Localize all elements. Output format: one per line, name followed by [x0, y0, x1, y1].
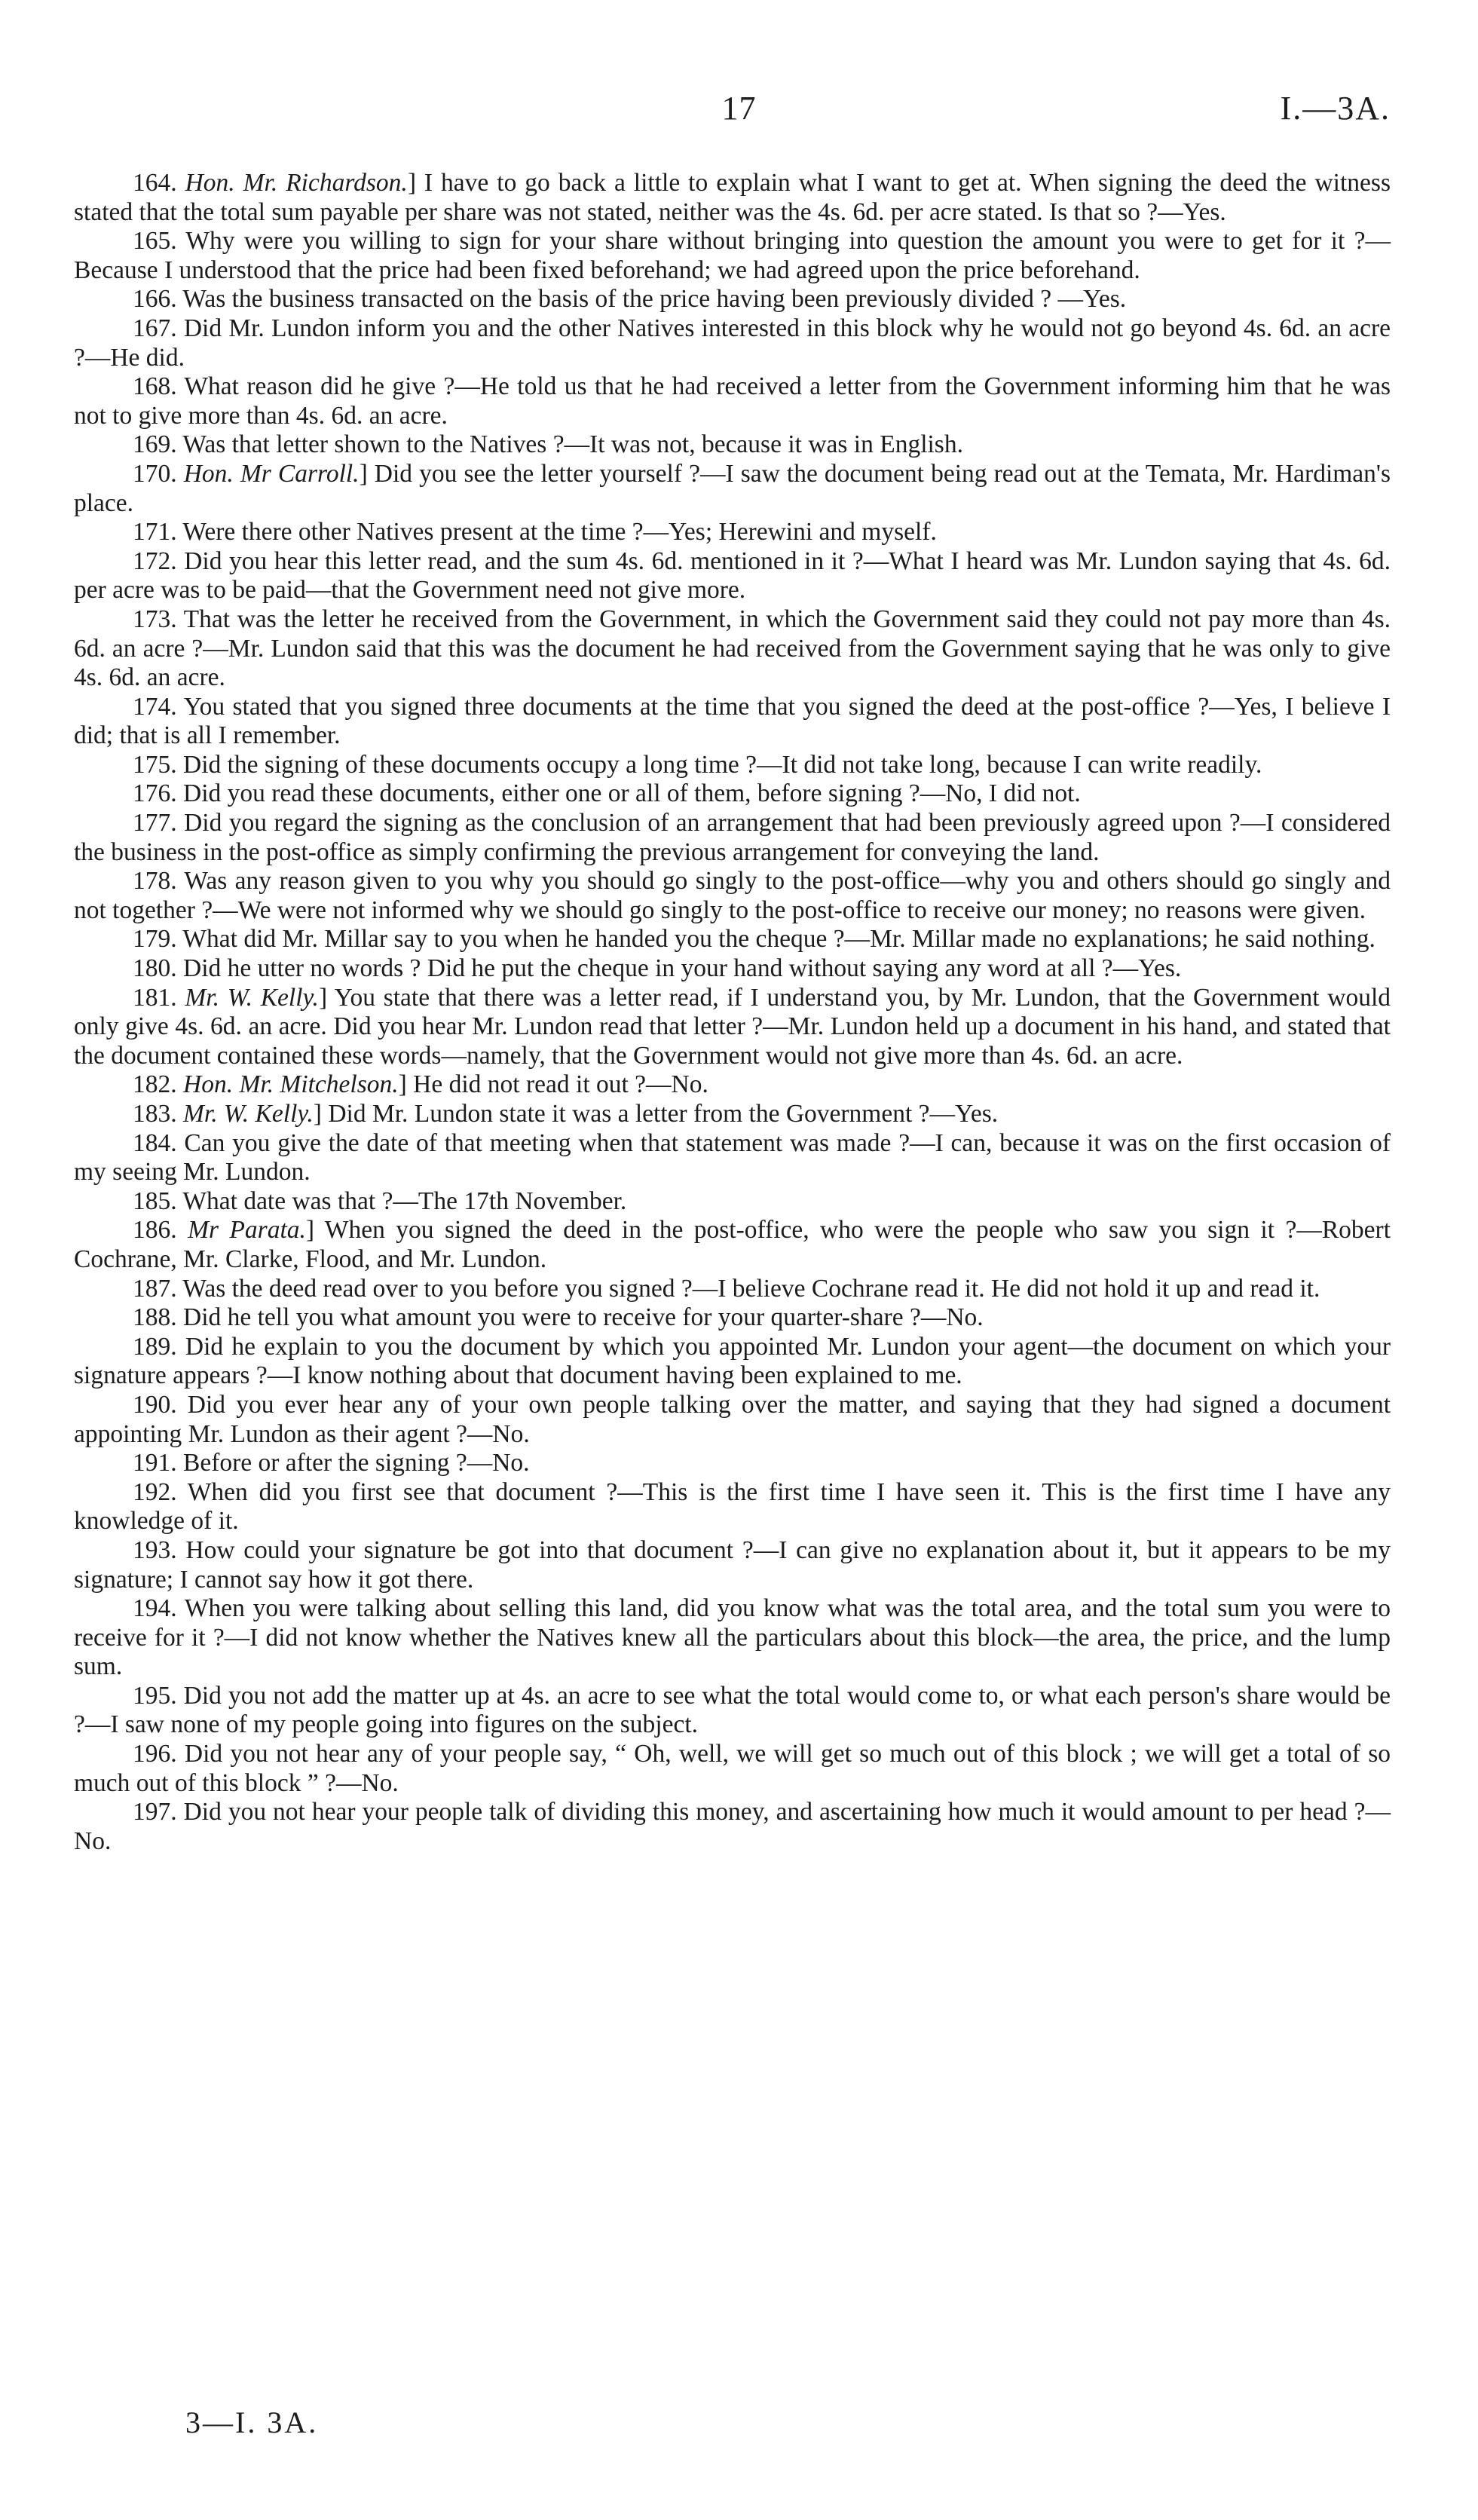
question-answer-text: Did you not add the matter up at 4s. an acre to see what the total would come to, or what each person's share would be ?—I saw none of my people going into figures on the subject. [74, 1681, 1391, 1739]
qa-entry [74, 1216, 1391, 1274]
question-answer-text: When did you first see that document ?—This is the first time I have seen it. This is the first time I have any knowledge of it. [74, 1477, 1391, 1536]
question-number: 167. [133, 314, 177, 342]
question-number: 181. [133, 983, 177, 1012]
qa-entry [74, 518, 1391, 547]
question-number: 172. [133, 547, 177, 575]
speaker-name: Hon. Mr. Richardson. [185, 169, 408, 197]
printer-sheet-signature: 3—I. 3A. [185, 2405, 319, 2439]
question-answer-text: Did you ever hear any of your own people talking over the matter, and saying that they had signed a document appointing Mr. Lundon as their agent ?—No. [74, 1390, 1391, 1448]
question-answer-text: ] I have to go back a little to explain what I want to get at. When signing the deed the witness stated that the total sum payable per share was not stated, neither was the 4s. 6d. per acre stated. Is that so ?—Yes. [74, 169, 1391, 226]
qa-entry [74, 779, 1391, 809]
question-number: 175. [133, 750, 177, 779]
question-number: 178. [133, 867, 177, 896]
question-answer-text: Was the business transacted on the basis of the price having been previously divided ? —Yes. [176, 285, 1127, 314]
qa-entry [74, 809, 1391, 867]
question-number: 164. [133, 169, 177, 197]
question-answer-text: Did you hear this letter read, and the sum 4s. 6d. mentioned in it ?—What I heard was Mr. Lundon saying that 4s. 6d. per acre was to be paid—that the Government need not give more. [74, 547, 1391, 605]
question-answer-text: ] You state that there was a letter read, if I understand you, by Mr. Lundon, that the Government would only give 4s. 6d. an acre. Did you hear Mr. Lundon read that letter ?—Mr. Lundon held up a document in his hand, and stated that the document contained these words—namely, that the Government would not give more than 4s. 6d. an acre. [74, 983, 1391, 1070]
minutes-of-evidence [74, 169, 1391, 1856]
qa-entry [74, 1129, 1391, 1187]
qa-entry [74, 460, 1391, 518]
qa-entry [74, 1594, 1391, 1682]
question-number: 166. [133, 285, 177, 314]
question-answer-text: ] Did you see the letter yourself ?—I saw the document being read out at the Temata, Mr. Hardiman's place. [74, 459, 1391, 517]
qa-entry [74, 1740, 1391, 1798]
question-number: 196. [133, 1740, 177, 1768]
question-answer-text: How could your signature be got into that document ?—I can give no explanation about it, but it appears to be my signature; I cannot say how it got there. [74, 1536, 1391, 1594]
qa-entry [74, 1275, 1391, 1304]
qa-entry [74, 1187, 1391, 1217]
qa-entry [74, 1070, 1391, 1100]
question-answer-text: What did Mr. Millar say to you when he handed you the cheque ?—Mr. Millar made no explanations; he said nothing. [176, 925, 1375, 954]
question-answer-text: Did the signing of these documents occupy a long time ?—It did not take long, because I can write readily. [176, 750, 1262, 779]
question-number: 179. [133, 925, 177, 954]
question-answer-text: Why were you willing to sign for your share without bringing into question the amount you were to get for it ?—Because I understood that the price had been fixed beforehand; we had agreed upon the price beforehand. [74, 227, 1391, 284]
speaker-name: Hon. Mr. Mitchelson. [183, 1070, 399, 1099]
question-answer-text: What date was that ?—The 17th November. [176, 1187, 627, 1215]
question-answer-text: ] He did not read it out ?—No. [398, 1070, 708, 1099]
question-answer-text: ] When you signed the deed in the post-office, who were the people who saw you sign it ?—Robert Cochrane, Mr. Clarke, Flood, and Mr. Lundon. [74, 1216, 1391, 1273]
question-answer-text: Did you not hear your people talk of dividing this money, and ascertaining how much it would amount to per head ?—No. [74, 1798, 1391, 1855]
question-number: 191. [133, 1449, 177, 1477]
question-number: 186. [133, 1216, 177, 1245]
paper-reference: I.—3A. [1280, 90, 1391, 127]
qa-entry [74, 1682, 1391, 1740]
question-number: 177. [133, 809, 177, 837]
question-number: 185. [133, 1187, 177, 1215]
qa-entry [74, 1333, 1391, 1391]
speaker-name: Mr. W. Kelly. [183, 1100, 314, 1128]
question-answer-text: Did he tell you what amount you were to receive for your quarter-share ?—No. [176, 1303, 984, 1332]
question-answer-text: That was the letter he received from the Government, in which the Government said they could not pay more than 4s. 6d. an acre ?—Mr. Lundon said that this was the document he had received from the Government saying that he was only to give 4s. 6d. an acre. [74, 605, 1391, 692]
question-answer-text: Was the deed read over to you before you signed ?—I believe Cochrane read it. He did not hold it up and read it. [176, 1274, 1320, 1303]
question-number: 189. [133, 1332, 177, 1361]
question-answer-text: Did you not hear any of your people say, “ Oh, well, we will get so much out of this block ; we will get a total of so much out of this block ” ?—No. [74, 1740, 1391, 1797]
qa-entry [74, 1449, 1391, 1478]
qa-entry [74, 1536, 1391, 1594]
question-number: 190. [133, 1390, 177, 1419]
qa-entry [74, 372, 1391, 430]
question-answer-text: What reason did he give ?—He told us that he had received a letter from the Government informing him that he was not to give more than 4s. 6d. an acre. [74, 372, 1391, 430]
qa-entry [74, 285, 1391, 314]
question-answer-text: Did he explain to you the document by which you appointed Mr. Lundon your agent—the document on which your signature appears ?—I know nothing about that document having been explained to me. [74, 1332, 1391, 1390]
speaker-name: Mr. W. Kelly. [185, 983, 319, 1012]
question-answer-text: Can you give the date of that meeting when that statement was made ?—I can, because it was on the first occasion of my seeing Mr. Lundon. [74, 1128, 1391, 1187]
question-answer-text: Did he utter no words ? Did he put the cheque in your hand without saying any word at all ?—Yes. [176, 954, 1182, 983]
qa-entry [74, 867, 1391, 925]
question-answer-text: Before or after the signing ?—No. [176, 1449, 530, 1477]
question-number: 188. [133, 1303, 177, 1332]
speaker-name: Hon. Mr Carroll. [183, 459, 360, 488]
question-number: 180. [133, 954, 177, 983]
qa-entry [74, 314, 1391, 372]
question-answer-text: When you were talking about selling this land, did you know what was the total area, and the total sum you were to receive for it ?—I did not know whether the Natives knew all the particulars about this block—the area, the price, and the lump sum. [74, 1594, 1391, 1681]
question-number: 192. [133, 1477, 177, 1506]
question-number: 183. [133, 1100, 177, 1128]
question-number: 184. [133, 1128, 177, 1157]
question-number: 170. [133, 459, 177, 488]
qa-entry [74, 1303, 1391, 1333]
qa-entry [74, 984, 1391, 1071]
question-number: 168. [133, 372, 177, 401]
qa-entry [74, 605, 1391, 693]
question-number: 174. [133, 692, 177, 721]
qa-entry [74, 751, 1391, 780]
question-number: 171. [133, 518, 177, 547]
qa-entry [74, 693, 1391, 751]
qa-entry [74, 954, 1391, 984]
question-number: 195. [133, 1681, 177, 1710]
qa-entry [74, 547, 1391, 605]
qa-entry [74, 1798, 1391, 1856]
qa-entry [74, 1100, 1391, 1129]
qa-entry [74, 430, 1391, 460]
question-number: 182. [133, 1070, 177, 1099]
speaker-name: Mr Parata. [188, 1216, 306, 1245]
question-number: 187. [133, 1274, 177, 1303]
qa-entry [74, 925, 1391, 954]
question-answer-text: You stated that you signed three documents at the time that you signed the deed at the post-office ?—Yes, I believe I did; that is all I remember. [74, 692, 1391, 750]
question-number: 197. [133, 1798, 177, 1826]
question-number: 173. [133, 605, 177, 633]
question-number: 169. [133, 430, 177, 459]
question-answer-text: Did you regard the signing as the conclusion of an arrangement that had been previously agreed upon ?—I considered the business in the post-office as simply confirming the previous arrangement for conveying the land. [74, 809, 1391, 866]
question-answer-text: Was any reason given to you why you should go singly to the post-office—why you and others should go singly and not together ?—We were not informed why we should go singly to the post-office to receive our money; no reasons were given. [74, 867, 1391, 924]
qa-entry [74, 1478, 1391, 1536]
question-answer-text: Were there other Natives present at the time ?—Yes; Herewini and myself. [176, 518, 937, 547]
qa-entry [74, 1391, 1391, 1449]
question-number: 194. [133, 1594, 177, 1623]
question-number: 165. [133, 227, 177, 256]
question-answer-text: Did Mr. Lundon inform you and the other Natives interested in this block why he would not go beyond 4s. 6d. an acre ?—He did. [74, 314, 1391, 372]
question-number: 193. [133, 1536, 177, 1564]
qa-entry [74, 227, 1391, 285]
question-number: 176. [133, 779, 177, 808]
question-answer-text: Was that letter shown to the Natives ?—It was not, because it was in English. [176, 430, 963, 459]
page-number: 17 [721, 90, 757, 127]
question-answer-text: Did you read these documents, either one or all of them, before signing ?—No, I did not. [176, 779, 1081, 808]
question-answer-text: ] Did Mr. Lundon state it was a letter from the Government ?—Yes. [313, 1100, 999, 1128]
qa-entry [74, 169, 1391, 227]
